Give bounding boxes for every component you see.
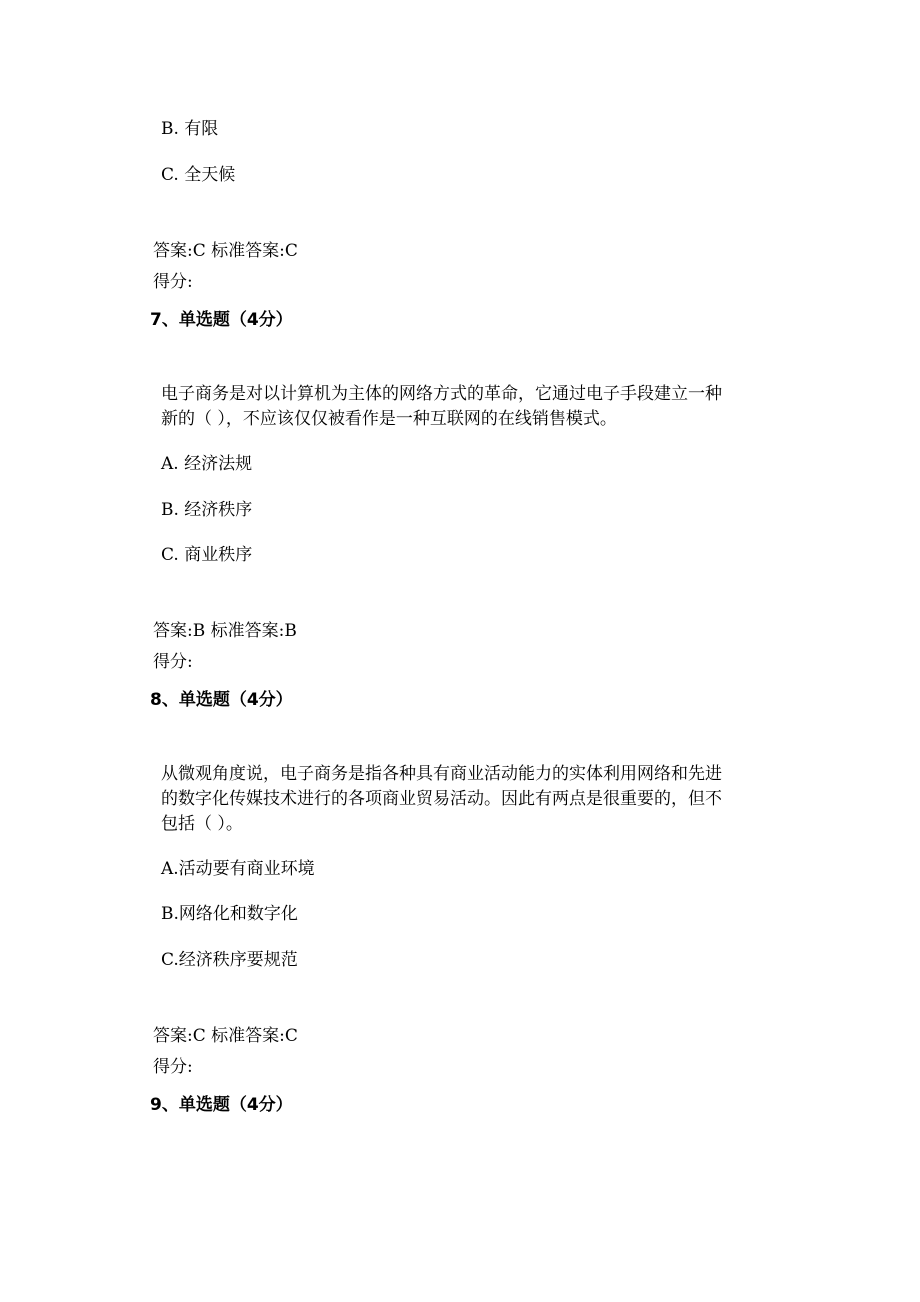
q6-option-b: B. 有限 bbox=[161, 119, 219, 139]
q7-option-b: B. 经济秩序 bbox=[161, 500, 253, 520]
q7-stem-line-1: 电子商务是对以计算机为主体的网络方式的革命，它通过电子手段建立一种 bbox=[161, 384, 722, 404]
q8-stem-line-2: 的数字化传媒技术进行的各项商业贸易活动。因此有两点是很重要的，但不 bbox=[161, 789, 722, 809]
q6-score: 得分: bbox=[153, 272, 193, 292]
q6-option-c: C. 全天候 bbox=[161, 165, 236, 185]
q8-option-c: C.经济秩序要规范 bbox=[161, 950, 298, 970]
q8-stem-line-3: 包括（ ）。 bbox=[161, 814, 243, 834]
q7-answer: 答案:B 标准答案:B bbox=[153, 621, 297, 641]
q7-score: 得分: bbox=[153, 652, 193, 672]
q7-option-a: A. 经济法规 bbox=[161, 454, 253, 474]
q7-stem-line-2: 新的（ ），不应该仅仅被看作是一种互联网的在线销售模式。 bbox=[161, 409, 617, 429]
q8-answer: 答案:C 标准答案:C bbox=[153, 1026, 298, 1046]
q7-option-c: C. 商业秩序 bbox=[161, 545, 253, 565]
q7-header: 7、单选题（4分） bbox=[150, 310, 293, 330]
q6-answer: 答案:C 标准答案:C bbox=[153, 241, 298, 261]
q8-header: 8、单选题（4分） bbox=[150, 690, 293, 710]
q8-option-a: A.活动要有商业环境 bbox=[161, 859, 315, 879]
q8-stem-line-1: 从微观角度说，电子商务是指各种具有商业活动能力的实体利用网络和先进 bbox=[161, 764, 722, 784]
q8-option-b: B.网络化和数字化 bbox=[161, 904, 298, 924]
q8-score: 得分: bbox=[153, 1057, 193, 1077]
q9-header: 9、单选题（4分） bbox=[150, 1095, 293, 1115]
